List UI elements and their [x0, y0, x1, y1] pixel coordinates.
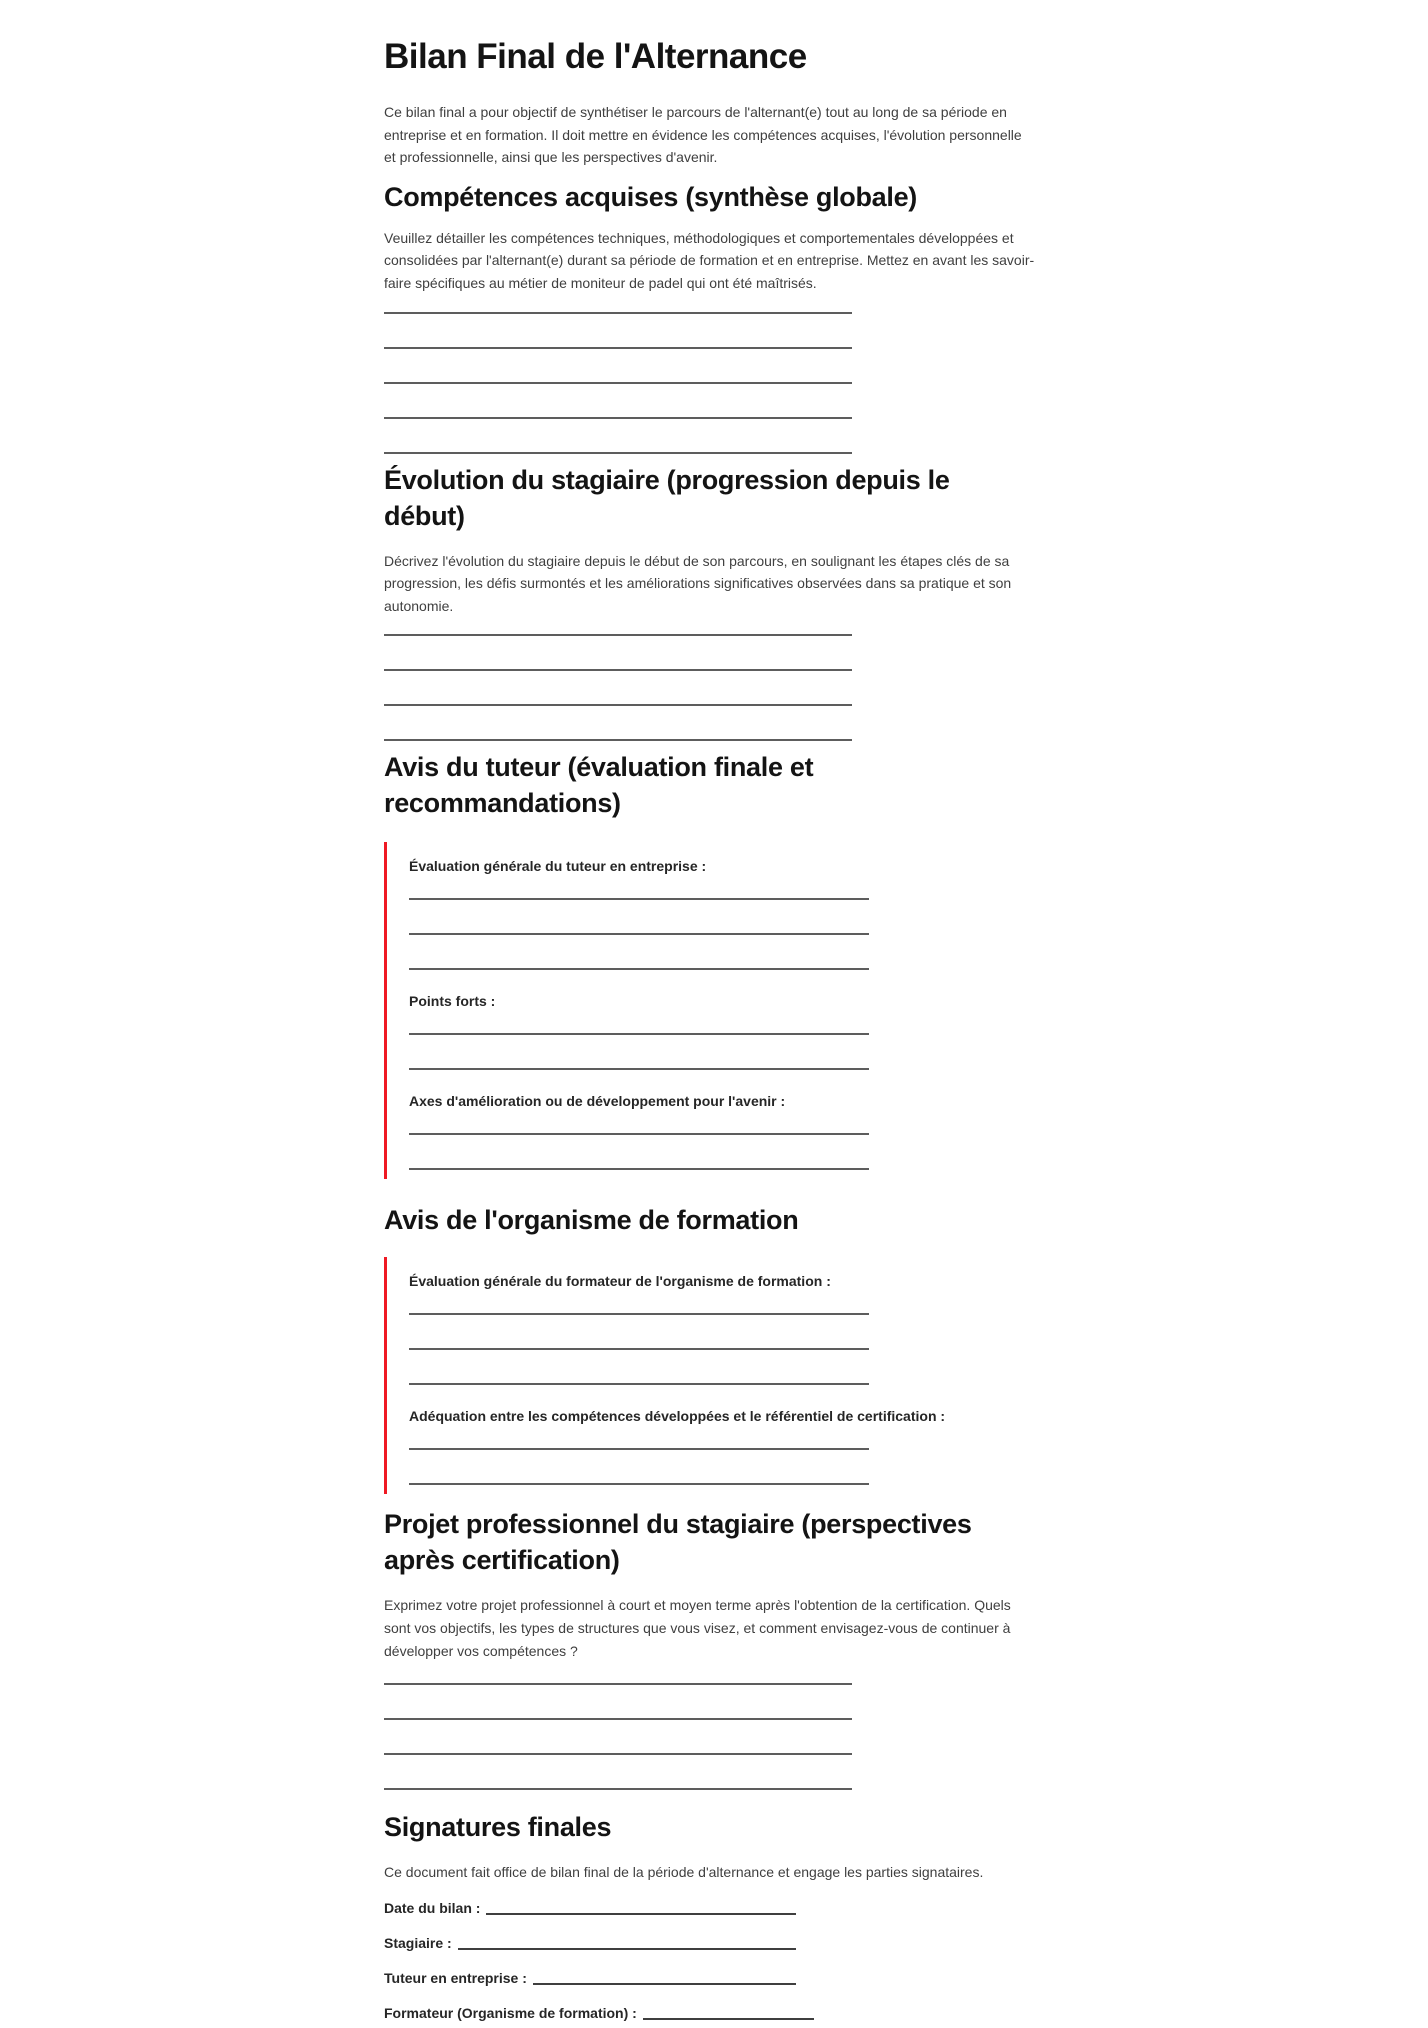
write-in-line [384, 452, 852, 454]
heading-projet: Projet professionnel du stagiaire (perspectives après certification) [384, 1509, 972, 1576]
heading-signatures: Signatures finales [384, 1812, 612, 1843]
write-in-line [384, 1788, 852, 1790]
organisme-evaluation-block [384, 1257, 1036, 1494]
signature-line [533, 1983, 796, 1985]
signature-line [643, 2018, 814, 2020]
competences-description: Veuillez détailler les compétences techniques, méthodologiques et comportementales développées et consolidées par l'alternant(e) durant sa période de formation et en entreprise. Mettez en avant les savoir-faire spécifiques au métier de moniteur de padel qui ont été maîtrisés. [384, 229, 1035, 291]
section-avis-organisme [384, 1202, 1036, 1494]
write-in-line [409, 968, 869, 970]
projet-description: Exprimez votre projet professionnel à court et moyen terme après l'obtention de la certification. Quels sont vos objectifs, les types de structures que vous visez, et comment envisagez-vous de continuer à développer vos compétences ? [384, 1597, 1011, 1659]
signature-label: Formateur (Organisme de formation) : [384, 2004, 637, 2021]
section-avis-tuteur [384, 749, 1036, 1179]
write-in-line [384, 634, 852, 636]
write-in-line [384, 347, 852, 349]
section-signatures [384, 1809, 1036, 2024]
tutor-evaluation-block [384, 842, 1036, 1179]
document-title: Bilan Final de l'Alternance [384, 37, 807, 76]
write-in-line [409, 898, 869, 900]
write-in-line [384, 1718, 852, 1720]
write-in-line [409, 1133, 869, 1135]
heading-avis-organisme: Avis de l'organisme de formation [384, 1205, 799, 1236]
write-in-line [409, 1313, 869, 1315]
section-projet [384, 1506, 1036, 1790]
write-in-line [384, 704, 852, 706]
signature-label: Date du bilan : [384, 1899, 481, 1916]
signature-row-date [384, 1897, 796, 1919]
section-competences [384, 179, 1036, 454]
write-in-line [409, 933, 869, 935]
write-in-line [409, 1483, 869, 1485]
intro-paragraph: Ce bilan final a pour objectif de synthétiser le parcours de l'alternant(e) tout au long de sa période en entreprise et en formation. Il doit mettre en évidence les compétences acquises, l'évolution personnelle et professionnelle, ainsi que les perspectives d'avenir. [384, 104, 1022, 166]
write-in-line [384, 312, 852, 314]
write-in-line [384, 739, 852, 741]
field-label-adequation-referentiel: Adéquation entre les compétences développées et le référentiel de certification : [409, 1408, 946, 1425]
signatures-description: Ce document fait office de bilan final de la période d'alternance et engage les parties signataires. [384, 1864, 984, 1881]
document-page [384, 0, 1036, 2024]
heading-evolution: Évolution du stagiaire (progression depuis le début) [384, 464, 950, 531]
signature-row-formateur [384, 2002, 814, 2024]
section-evolution [384, 462, 1036, 742]
write-in-line [409, 1383, 869, 1385]
write-in-line [384, 669, 852, 671]
write-in-line [384, 1753, 852, 1755]
write-in-line [409, 1068, 869, 1070]
field-label-axes-amelioration: Axes d'amélioration ou de développement pour l'avenir : [409, 1093, 786, 1110]
write-in-line [409, 1448, 869, 1450]
write-in-line [409, 1348, 869, 1350]
field-label-points-forts: Points forts : [409, 993, 496, 1010]
write-in-line [384, 1683, 852, 1685]
write-in-line [409, 1033, 869, 1035]
signature-label: Tuteur en entreprise : [384, 1969, 527, 1986]
write-in-line [384, 382, 852, 384]
field-label-evaluation-tuteur: Évaluation générale du tuteur en entreprise : [409, 858, 707, 875]
signature-line [458, 1948, 796, 1950]
signature-line [486, 1913, 796, 1915]
signature-row-tuteur [384, 1967, 796, 1989]
signature-label: Stagiaire : [384, 1934, 452, 1951]
signature-row-stagiaire [384, 1932, 796, 1954]
write-in-line [384, 417, 852, 419]
heading-competences: Compétences acquises (synthèse globale) [384, 181, 917, 212]
evolution-description: Décrivez l'évolution du stagiaire depuis le début de son parcours, en soulignant les étapes clés de sa progression, les défis surmontés et les améliorations significatives observées dans sa pratique et son autonomie. [384, 552, 1012, 614]
heading-avis-tuteur: Avis du tuteur (évaluation finale et recommandations) [384, 752, 814, 819]
write-in-line [409, 1168, 869, 1170]
field-label-evaluation-formateur: Évaluation générale du formateur de l'organisme de formation : [409, 1273, 831, 1290]
